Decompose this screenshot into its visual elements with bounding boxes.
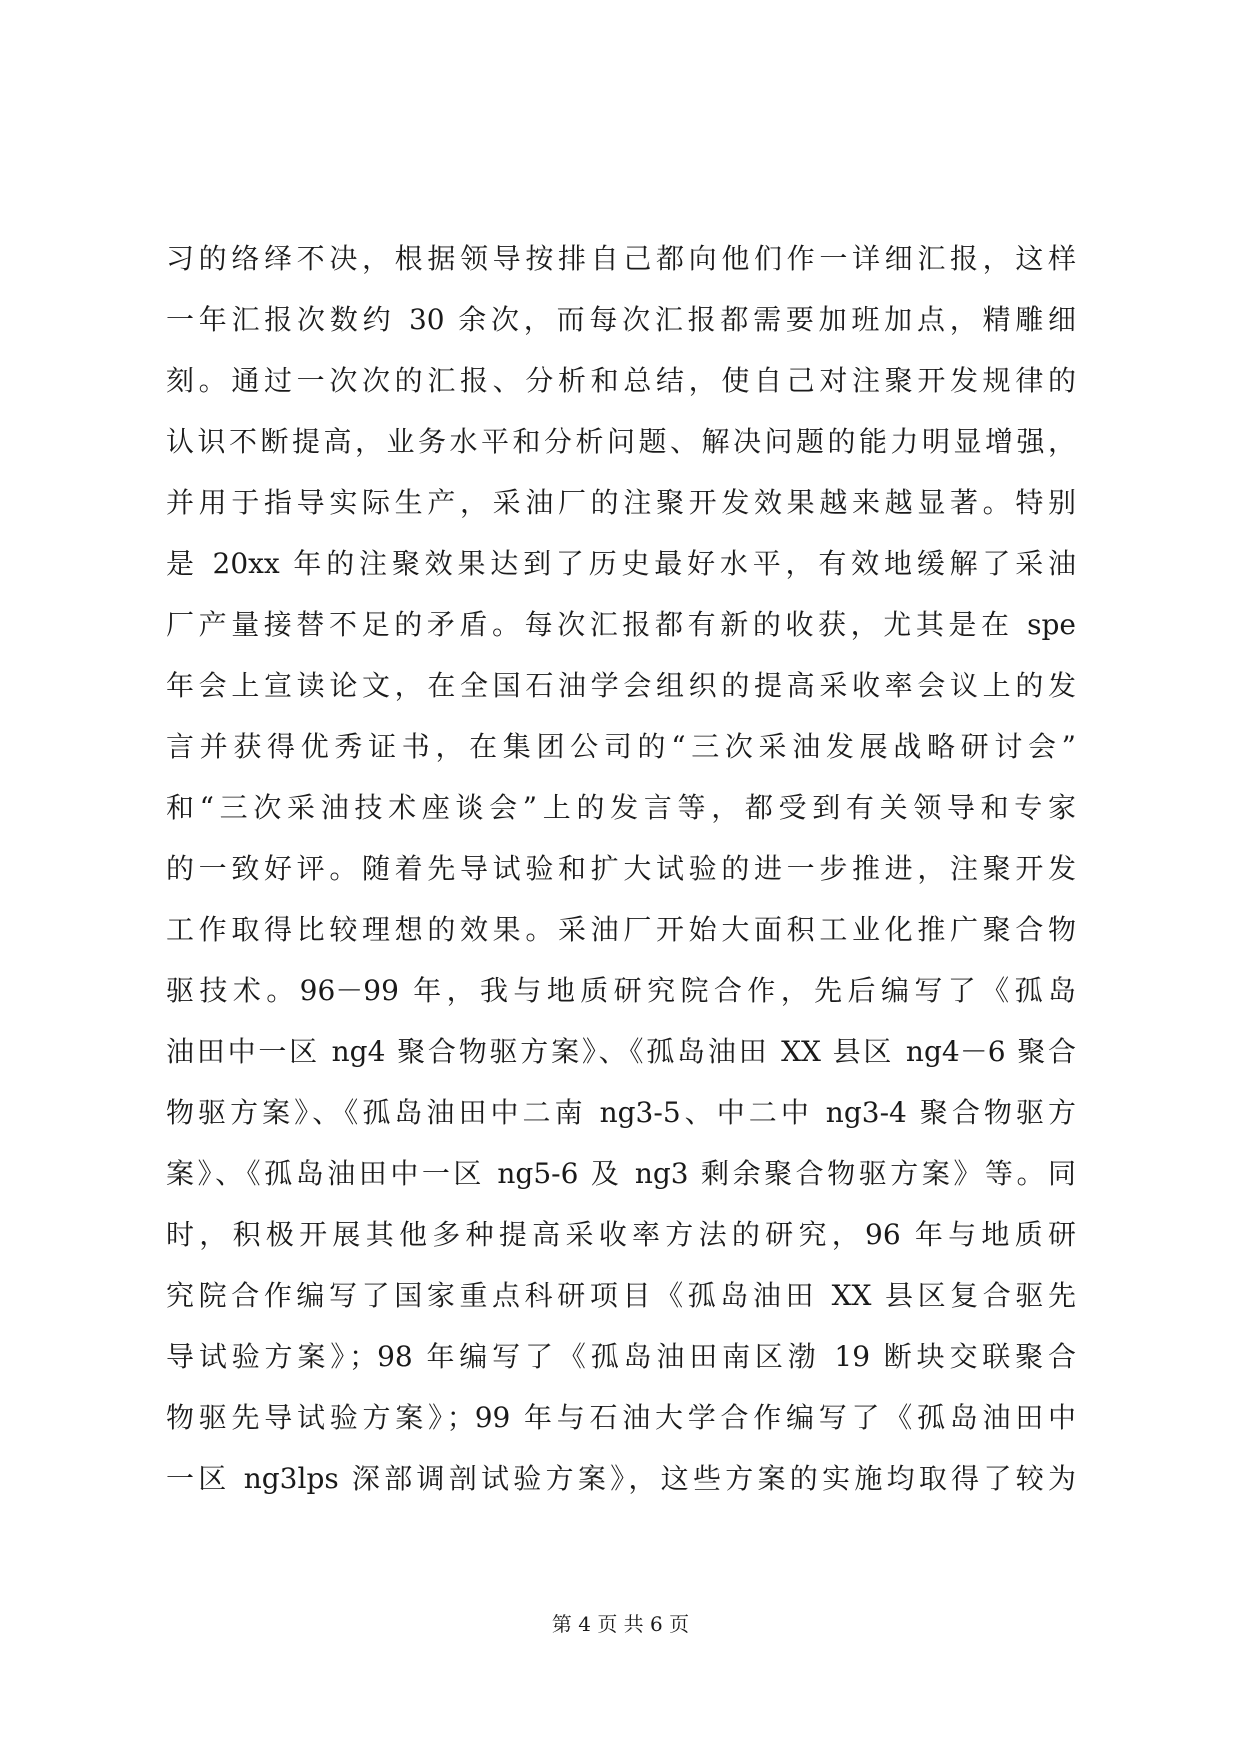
- text-line: 认识不断提高，业务水平和分析问题、解决问题的能力明显增强，: [166, 425, 1076, 458]
- text-line: 并用于指导实际生产，采油厂的注聚开发效果越来越显著。特别: [166, 486, 1076, 519]
- text-line: 厂产量接替不足的矛盾。每次汇报都有新的收获，尤其是在 spe: [166, 608, 1076, 641]
- text-line: 工作取得比较理想的效果。采油厂开始大面积工业化推广聚合物: [166, 913, 1076, 946]
- text-line: 案》、《孤岛油田中一区 ng5-6 及 ng3 剩余聚合物驱方案》等。同: [166, 1157, 1076, 1190]
- text-line: 究院合作编写了国家重点科研项目《孤岛油田 XX 县区复合驱先: [166, 1279, 1076, 1312]
- text-line: 是 20xx 年的注聚效果达到了历史最好水平，有效地缓解了采油: [166, 547, 1076, 580]
- text-line: 和“三次采油技术座谈会”上的发言等，都受到有关领导和专家: [166, 791, 1076, 824]
- text-line: 物驱方案》、《孤岛油田中二南 ng3-5、中二中 ng3-4 聚合物驱方: [166, 1096, 1076, 1129]
- text-line: 年会上宣读论文，在全国石油学会组织的提高采收率会议上的发: [166, 669, 1076, 702]
- text-line: 物驱先导试验方案》；99 年与石油大学合作编写了《孤岛油田中: [166, 1401, 1076, 1434]
- page-footer: 第 4 页 共 6 页: [551, 1612, 690, 1636]
- text-line: 言并获得优秀证书，在集团公司的“三次采油发展战略研讨会”: [166, 730, 1076, 763]
- text-line: 的一致好评。随着先导试验和扩大试验的进一步推进，注聚开发: [166, 852, 1076, 885]
- text-line: 导试验方案》；98 年编写了《孤岛油田南区渤 19 断块交联聚合: [166, 1340, 1076, 1373]
- text-line: 刻。通过一次次的汇报、分析和总结，使自己对注聚开发规律的: [166, 364, 1076, 397]
- text-line: 习的络绎不决，根据领导按排自己都向他们作一详细汇报，这样: [166, 242, 1076, 275]
- text-line: 油田中一区 ng4 聚合物驱方案》、《孤岛油田 XX 县区 ng4－6 聚合: [166, 1035, 1076, 1068]
- body-paragraph: [166, 228, 1076, 1509]
- text-line: 一区 ng3lps 深部调剖试验方案》，这些方案的实施均取得了较为: [166, 1462, 1076, 1495]
- text-line: 驱技术。96－99 年，我与地质研究院合作，先后编写了《孤岛: [166, 974, 1076, 1007]
- text-line: 一年汇报次数约 30 余次，而每次汇报都需要加班加点，精雕细: [166, 303, 1076, 336]
- text-line: 时，积极开展其他多种提高采收率方法的研究，96 年与地质研: [166, 1218, 1076, 1251]
